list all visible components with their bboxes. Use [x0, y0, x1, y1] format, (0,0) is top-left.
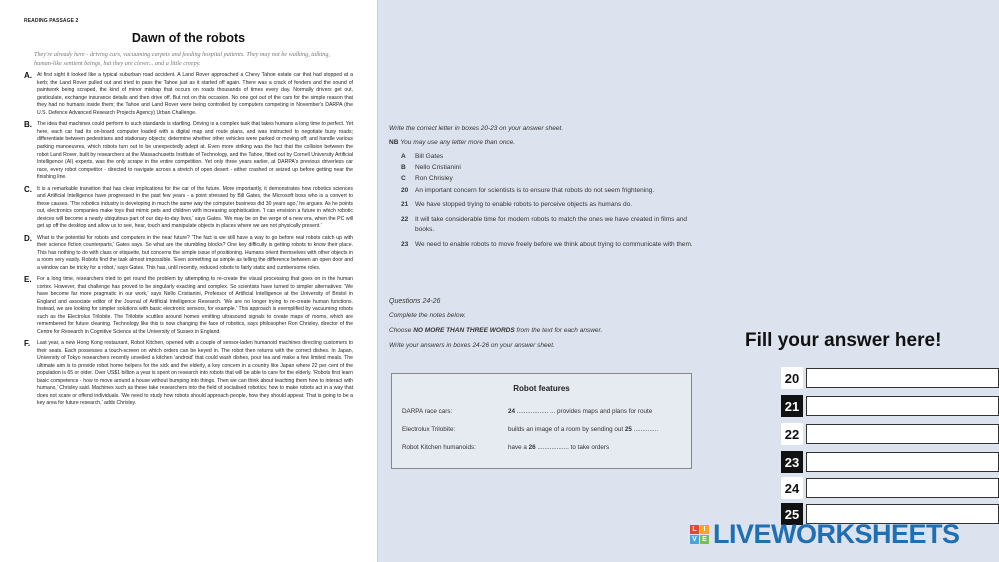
paragraph-letter: E.	[24, 275, 32, 285]
answer-input-24[interactable]	[806, 478, 999, 498]
instruction-write-letter: Write the correct letter in boxes 20-23 on your answer sheet.	[389, 125, 564, 132]
answer-row-24	[781, 477, 999, 499]
paragraph-text: The idea that machines could perform to such standards is startling. Driving is a complex task that takes humans a long time to perfect. Yet here, each car had its on-board computer loaded with a digital map and route plans, and was instructed to negotiate busy roads; differentiate between pedestrians and stationary objects; determine whether other vehicles were parked or moving off; and handle various parking manoeuvres, which robots turn out to be unexpectedly adept at. Even more striking was the fact that the collision between the robot Land Rover, built by researchers at the Massachusetts Institute of Technology, and the Tahoe, fitted out by Cornell University Artificial Intelligence (AI) experts, was the only scrape in the entire competition. Yet only three years earlier, at DARPA's previous driverless car race, every robot competitor - directed to navigate across a stretch of open desert - either crashed or seized up before getting near the finishing line.	[37, 121, 353, 181]
paragraph-text: At first sight it looked like a typical suburban road accident. A Land Rover approached a Chevy Tahoe estate car that had stopped at a kerb; the Land Rover pulled out and tried to pass the Tahoe just as it started off again. There was a crack of fenders and the sound of paintwork being scraped, the kind of minor mishap that occurs on roads thousands of times every day. Normally drivers get out, gesticulate, exchange insurance details and then drive off. But not on this occasion. No one got out of the cars for the simple reason that they had no humans inside them; the Tahoe and Land Rover were being controlled by computers competing in November's DARPA (the U.S. Defence Advanced Research Projects Agency) Urban Challenge.	[37, 72, 353, 116]
answer-number: 24	[781, 477, 803, 499]
feature-trilobite: Electrolux Trilobite: builds an image of a room by sending out 25 ..............	[402, 426, 659, 433]
answer-number: 25	[781, 503, 803, 525]
passage-title: Dawn of the robots	[131, 31, 246, 45]
paragraph-text: What is the potential for robots and computers in the near future? 'The fact is we still have a way to go before real robots catch up with their science fiction counterparts,' Gates says. So what are the stumbling blocks? One key difficulty is getting robots to know their place. This has nothing to do with class or etiquette, but concerns the simple issue of positioning. Humans orient themselves with other objects in a room very easily. Robots find the task almost impossible. 'Even something as simple as telling the difference between an open door and a window can be tricky for a robot,' says Gates. This has, until recently, reduced robots to fairly static and cumbersome roles.	[37, 234, 353, 271]
questions-24-26-heading: Questions 24-26	[389, 298, 441, 305]
reading-passage-panel	[0, 0, 378, 562]
instruction-nb: NB You may use any letter more than once.	[389, 139, 516, 146]
fill-answer-heading: Fill your answer here!	[745, 330, 942, 351]
paragraph-e	[24, 276, 353, 336]
paragraph-d	[24, 235, 353, 273]
worksheet-panel	[379, 0, 999, 562]
answer-row-20	[781, 367, 999, 389]
option-a: A Bill Gates	[401, 153, 444, 160]
answer-input-23[interactable]	[806, 452, 999, 472]
answer-number: 23	[781, 451, 803, 473]
paragraph-letter: F.	[24, 339, 31, 349]
logo-mark-icon	[690, 525, 709, 544]
logo-mark-letter: I	[700, 525, 709, 534]
paragraph-letter: D.	[24, 233, 32, 243]
answer-input-20[interactable]	[806, 368, 999, 388]
answer-row-21	[781, 395, 999, 417]
paragraph-f	[24, 340, 353, 408]
question-22: 22 It will take considerable time for modern robots to match the ones we have created in films and books.	[401, 216, 688, 233]
logo-mark-letter: E	[700, 535, 709, 544]
question-23: 23 We need to enable robots to move freely before we think about trying to communicate with them.	[401, 241, 693, 248]
liveworksheets-logo	[690, 519, 960, 550]
answer-number: 21	[781, 395, 803, 417]
instruction-complete-notes: Complete the notes below.	[389, 312, 466, 319]
robot-features-box	[391, 373, 692, 469]
instruction-write-24-26: Write your answers in boxes 24-26 on your answer sheet.	[389, 342, 555, 349]
answer-input-22[interactable]	[806, 424, 999, 444]
paragraph-text: For a long time, researchers tried to get round the problem by attempting to re-create the visual processing that goes on in the human cortex. However, that challenge has proved to be singularly exacting and complex. So scientists have turned to simpler alternatives: 'We have become far more pragmatic in our work,' says Nello Cristianini, Professor of Artificial Intelligence at the University of Bristol in England and associate editor of the Journal of Artificial Intelligence Research. 'We are no longer trying to re-create human functions. Instead, we are looking for simpler solutions with basic electronic sensors, for example.' This approach is exemplified by vacuuming robots such as the Electrolux Trilobite. The Trilobite scuttles around homes emitting ultrasound signals to create maps of rooms, which are remembered for future cleaning. Technology like this is now changing the face of robotics, says philosopher Ron Chrisley, director of the Centre for Research in Cognitive Science at the University of Sussex in England.	[37, 276, 353, 335]
paragraph-b	[24, 121, 353, 181]
paragraph-text: It is a remarkable transition that has clear implications for the car of the future. More importantly, it demonstrates how robotics sciences and Artificial Intelligence have progressed in the past few years - a point stressed by Bill Gates, the Microsoft boss who is a convert to these causes. 'The robotics industry is developing in much the same way the computer business did 30 years ago,' he argues. As he points out, electronics companies make toys that mimic pets and children with increasing sophistication. 'I can envision a future in which robotic devices will become a nearly ubiquitous part of our day-to-day lives,' says Gates. 'We may be on the verge of a new era, when the PC will get up off the desktop and allow us to see, hear, touch and manipulate objects in places where we are not physically present.'	[37, 185, 354, 230]
answer-number: 22	[781, 423, 803, 445]
paragraph-letter: B.	[24, 120, 32, 130]
passage-intro: They're already here - driving cars, vacuuming carpets and feeding hospital patients. They may not be walking, talking, human-like sentient beings, but they are clever... and a little creepy.	[34, 51, 331, 67]
option-c: C Ron Chrisley	[401, 175, 453, 182]
logo-mark-letter: L	[690, 525, 699, 534]
answer-number: 20	[781, 367, 803, 389]
paragraph-letter: C.	[24, 184, 32, 194]
answer-row-23	[781, 451, 999, 473]
question-21: 21 We have stopped trying to enable robots to perceive objects as humans do.	[401, 201, 633, 208]
answer-row-22	[781, 423, 999, 445]
paragraph-c	[24, 186, 353, 231]
logo-text: LIVEWORKSHEETS	[713, 519, 960, 549]
paragraph-letter: A.	[24, 71, 32, 81]
instruction-choose: Choose NO MORE THAN THREE WORDS from the text for each answer.	[389, 327, 603, 334]
feature-darpa: DARPA race cars: 24 .................. ... provides maps and plans for route	[402, 408, 653, 415]
logo-mark-letter: V	[690, 535, 699, 544]
passage-label: READING PASSAGE 2	[24, 18, 79, 24]
option-b: B Nello Cristianini	[401, 164, 461, 171]
robot-features-title: Robot features	[513, 384, 570, 393]
feature-robot-kitchen: Robot Kitchen humanoids: have a 26 .................. to take orders	[402, 444, 610, 451]
answer-input-21[interactable]	[806, 396, 999, 416]
paragraph-text: Last year, a new Hong Kong restaurant, Robot Kitchen, opened with a couple of sensor-laden humanoid machines directing customers to their seats. Each possesses a touch-screen on which orders can be keyed in. The robot then returns with the correct dishes. In Japan, University of Tokyo researchers recently unveiled a kitchen 'android' that could wash dishes, pour tea and make a few limited meals. The ultimate aim is to provide robot home helpers for the sick and the elderly, a key concern in a country like Japan where 22 per cent of the population is 65 or older. Over US$1 billion a year is spent on research into robots that will be able to care for the elderly. 'Robots first learn basic competence - how to move around a house without bumping into things. Then we can think about teaching them how to interact with humans,' Chrisley said. Machines such as these take researchers into the field of socialised robotics: how to make robots act in a way that does not scare or offend individuals. 'We need to study how robots should approach people, how they should appear. That is going to be a key area for future research,' adds Chrisley.	[37, 340, 353, 407]
paragraph-a	[24, 72, 353, 117]
question-20: 20 An important concern for scientists is to ensure that robots do not seem frightening.	[401, 187, 655, 194]
